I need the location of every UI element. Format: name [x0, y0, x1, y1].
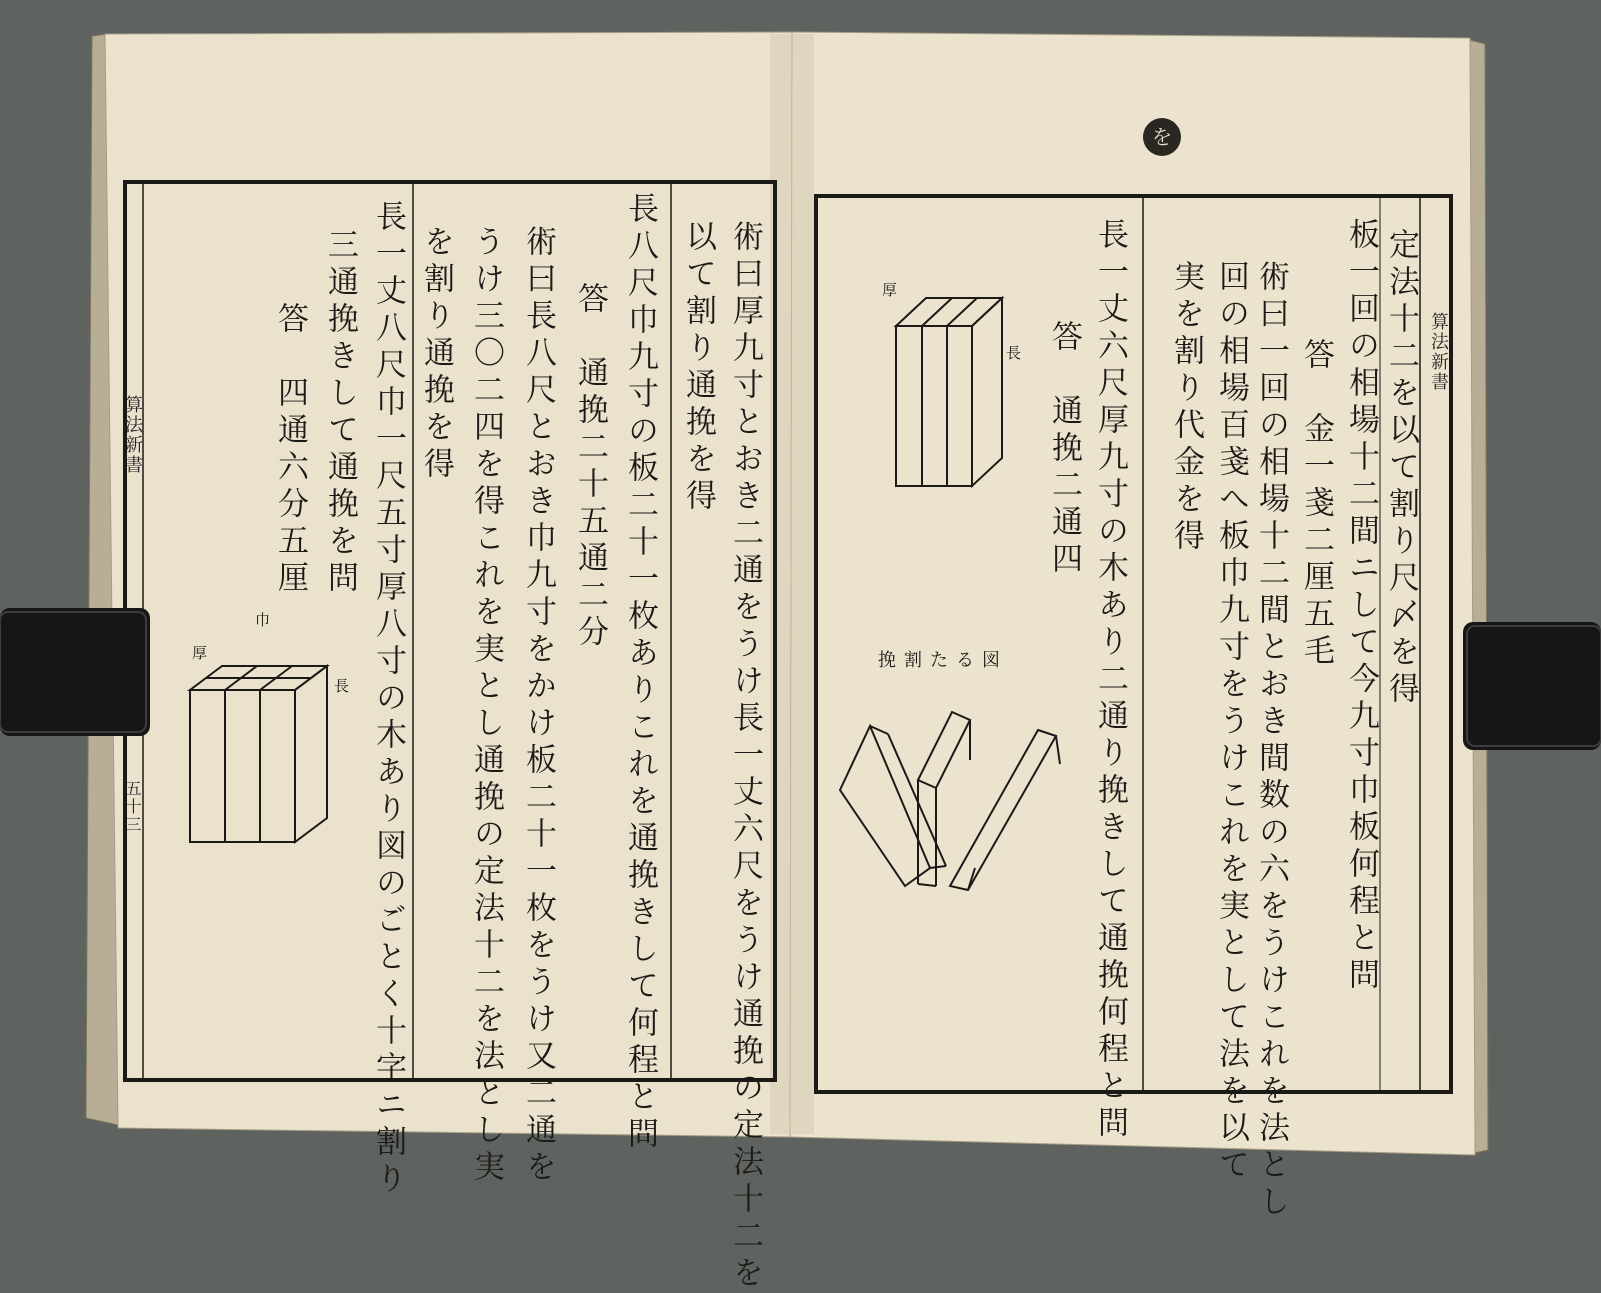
right-column-5: 回の相場百戔へ板巾九寸をうけこれを実として法を以て: [1213, 260, 1249, 1185]
left-figure-width-label: 巾: [253, 612, 271, 627]
left-column-3: 長八尺巾九寸の板二十一枚ありこれを通挽きして何程と問: [622, 192, 658, 1154]
right-page-header: 算法新書: [1428, 312, 1449, 392]
right-column-6: 実を割り代金を得: [1168, 260, 1204, 556]
left-page-spine-title: 算法新書: [122, 395, 143, 475]
left-column-1: 術曰厚九寸とおき二通をうけ長一丈六尺をうけ通挽の定法十二を: [727, 220, 763, 1293]
left-column-4: 答 通挽二十五通二分: [572, 282, 608, 652]
right-column-4: 術曰一回の相場十二間とおき間数の六をうけこれを法とし: [1253, 260, 1289, 1222]
left-column-6: うけ三〇二四を得これを実とし通挽の定法十二を法とし実: [468, 225, 504, 1187]
right-column-2: 板一回の相場十二間ニして今九寸巾板何程と問: [1343, 218, 1379, 995]
right-figure-caption: 挽割たる図: [878, 650, 1008, 671]
right-figure-thickness-label: 厚: [880, 282, 898, 297]
right-column-8: 答 通挽二通四: [1046, 320, 1082, 579]
left-page: [105, 32, 792, 1137]
left-figure-thickness-label: 厚: [190, 645, 208, 660]
right-column-7: 長一丈六尺厚九寸の木あり二通り挽きして通挽何程と問: [1092, 218, 1128, 1143]
left-column-10: 答 四通六分五厘: [272, 302, 308, 598]
left-column-8: 長一丈八尺巾一尺五寸厚八寸の木あり図のごとく十字ニ割り: [370, 200, 406, 1199]
left-book-clip: [0, 608, 150, 736]
left-column-9: 三通挽きして通挽を問: [322, 228, 358, 598]
left-column-7: を割り通挽を得: [418, 225, 454, 484]
right-column-1: 定法十二を以て割り尺〆を得: [1383, 228, 1419, 709]
right-book-clip: [1463, 622, 1601, 750]
right-figure-length-label: 長: [1004, 345, 1022, 360]
left-page-number: 五十三: [123, 780, 142, 834]
left-column-5: 術曰長八尺とおき巾九寸をかけ板二十一枚をうけ又二通を: [520, 225, 556, 1187]
page-seal-stamp: を: [1143, 118, 1181, 156]
left-figure-length-label: 長: [332, 678, 350, 693]
left-column-2: 以て割り通挽を得: [680, 220, 716, 516]
right-column-3: 答 金一戔二厘五毛: [1298, 338, 1334, 671]
